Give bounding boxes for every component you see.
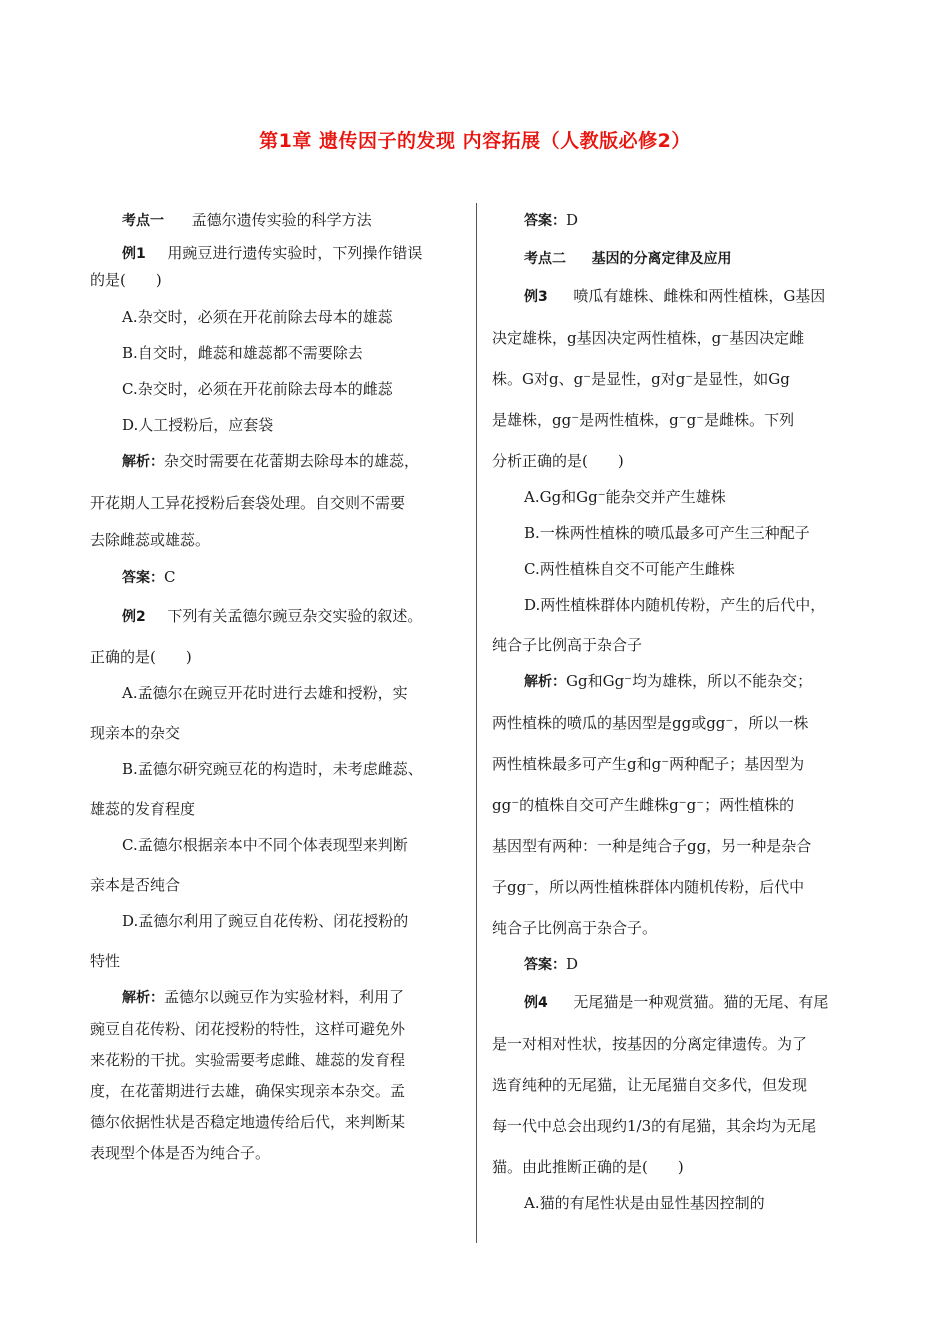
option-a: A.Gg和Gg⁻能杂交并产生雄株: [524, 488, 726, 506]
option-a: A.杂交时，必须在开花前除去母本的雄蕊: [122, 308, 393, 326]
option-c: C.两性植株自交不可能产生雌株: [524, 560, 735, 578]
analysis-label: 解析：: [524, 674, 566, 690]
section-label: 考点二: [524, 251, 566, 267]
question-text: 决定雄株，g基因决定两性植株，g⁻基因决定雌: [492, 329, 805, 347]
column-divider: [476, 203, 477, 1243]
question-text: 正确的是( ): [90, 648, 192, 666]
question-text: 选育纯种的无尾猫，让无尾猫自交多代，但发现: [492, 1076, 808, 1094]
option-a: A.孟德尔在豌豆开花时进行去雄和授粉，实: [122, 684, 408, 702]
option-d: 纯合子比例高于杂合子: [492, 636, 643, 654]
analysis-3: [492, 671, 868, 938]
question-label: 例4: [524, 995, 548, 1011]
question-text: 的是( ): [90, 271, 162, 289]
analysis-text: gg⁻的植株自交可产生雌株g⁻g⁻；两性植株的: [492, 796, 795, 814]
answer-label: 答案：: [524, 213, 566, 229]
answer-label: 答案：: [122, 570, 164, 586]
analysis-text: 德尔依据性状是否稳定地遗传给后代，来判断某: [90, 1113, 406, 1131]
analysis-text: 来花粉的干扰。实验需要考虑雌、雄蕊的发育程: [90, 1051, 406, 1069]
analysis-label: 解析：: [122, 454, 164, 470]
left-column: [90, 205, 462, 1162]
analysis-2: [90, 987, 462, 1163]
analysis-text: 度，在花蕾期进行去雄，确保实现亲本杂交。孟: [90, 1082, 406, 1100]
analysis-text: Gg和Gg⁻均为雄株，所以不能杂交；: [566, 672, 813, 690]
answer-label: 答案：: [524, 957, 566, 973]
analysis-text: 去除雌蕊或雄蕊。: [90, 531, 211, 549]
section-heading-2: [492, 248, 868, 269]
question-text: 每一代中总会出现约1/3的有尾猫，其余均为无尾: [492, 1117, 817, 1135]
option-a: 现亲本的杂交: [90, 724, 181, 742]
question-text: 是雄株，gg⁻是两性植株，g⁻g⁻是雌株。下列: [492, 411, 795, 429]
option-d: D.人工授粉后，应套袋: [122, 416, 274, 434]
option-c: 亲本是否纯合: [90, 876, 181, 894]
question-text: 下列有关孟德尔豌豆杂交实验的叙述。: [167, 607, 423, 625]
question-4: [492, 992, 868, 1213]
analysis-text: 杂交时需要在花蕾期去除母本的雄蕊，: [164, 452, 420, 470]
answer-2: [492, 210, 868, 231]
analysis-text: 表现型个体是否为纯合子。: [90, 1144, 271, 1162]
analysis-text: 两性植株最多可产生g和g⁻两种配子；基因型为: [492, 755, 805, 773]
question-label: 例2: [122, 609, 146, 625]
section-label: 考点一: [122, 213, 164, 229]
option-d: D.孟德尔利用了豌豆自花传粉、闭花授粉的: [122, 912, 409, 930]
analysis-1: [90, 451, 462, 550]
option-c: C.孟德尔根据亲本中不同个体表现型来判断: [122, 836, 408, 854]
question-text: 是一对相对性状，按基因的分离定律遗传。为了: [492, 1035, 808, 1053]
answer-value: D: [566, 211, 579, 229]
question-2: [90, 606, 462, 971]
question-text: 喷瓜有雄株、雌株和两性植株，G基因: [573, 287, 826, 305]
question-3: [492, 286, 868, 655]
answer-value: C: [164, 568, 176, 586]
answer-value: D: [566, 955, 579, 973]
analysis-text: 子gg⁻，所以两性植株群体内随机传粉，后代中: [492, 878, 805, 896]
question-text: 用豌豆进行遗传实验时，下列操作错误: [167, 244, 423, 262]
question-text: 猫。由此推断正确的是( ): [492, 1158, 684, 1176]
analysis-text: 孟德尔以豌豆作为实验材料，利用了: [164, 988, 405, 1006]
answer-1: [90, 567, 462, 588]
option-b: 雄蕊的发育程度: [90, 800, 196, 818]
analysis-text: 豌豆自花传粉、闭花授粉的特性，这样可避免外: [90, 1020, 406, 1038]
question-label: 例1: [122, 246, 146, 262]
question-text: 株。G对g、g⁻是显性，g对g⁻是显性，如Gg: [492, 370, 790, 388]
option-d: 特性: [90, 952, 121, 970]
option-b: B.一株两性植株的喷瓜最多可产生三种配子: [524, 524, 810, 542]
analysis-text: 开花期人工异花授粉后套袋处理。自交则不需要: [90, 494, 406, 512]
option-c: C.杂交时，必须在开花前除去母本的雌蕊: [122, 380, 393, 398]
page-title: 第1章 遗传因子的发现 内容拓展（人教版必修2）: [259, 130, 691, 152]
analysis-text: 基因型有两种：一种是纯合子gg，另一种是杂合: [492, 837, 812, 855]
analysis-text: 纯合子比例高于杂合子。: [492, 919, 658, 937]
section-heading-1: [90, 210, 462, 231]
answer-3: [492, 954, 868, 975]
analysis-label: 解析：: [122, 990, 164, 1006]
option-d: D.两性植株群体内随机传粉，产生的后代中，: [524, 596, 826, 614]
right-column: [492, 205, 868, 1212]
question-text: 无尾猫是一种观赏猫。猫的无尾、有尾: [573, 993, 829, 1011]
question-text: 分析正确的是( ): [492, 452, 624, 470]
section-title: 基因的分离定律及应用: [591, 251, 732, 267]
question-1: [90, 243, 462, 435]
option-a: A.猫的有尾性状是由显性基因控制的: [524, 1194, 765, 1212]
option-b: B.孟德尔研究豌豆花的构造时，未考虑雌蕊、: [122, 760, 423, 778]
question-label: 例3: [524, 289, 548, 305]
section-title: 孟德尔遗传实验的科学方法: [191, 211, 372, 229]
option-b: B.自交时，雌蕊和雄蕊都不需要除去: [122, 344, 363, 362]
analysis-text: 两性植株的喷瓜的基因型是gg或gg⁻，所以一株: [492, 714, 809, 732]
